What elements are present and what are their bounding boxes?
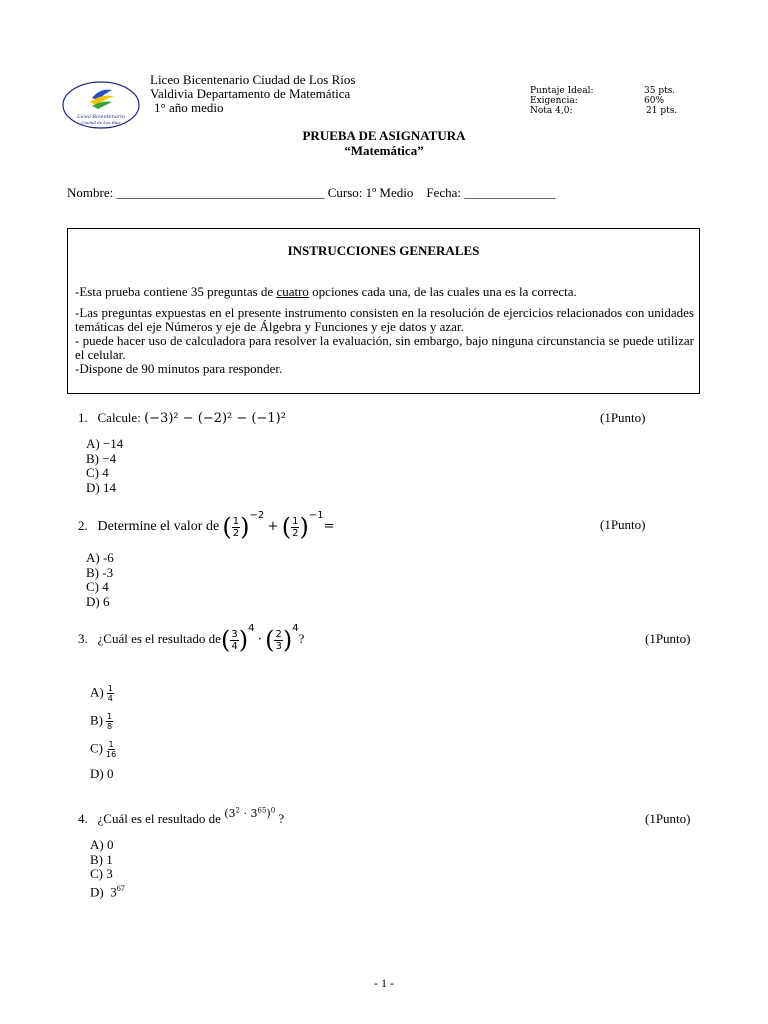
score-row-nota xyxy=(530,106,690,116)
logo-text-1: Liceo Bicentenario xyxy=(77,114,125,120)
dot-sign: · xyxy=(257,632,262,647)
instruction-2: -Las preguntas expuestas en el presente instrumento consisten en la resolución de ejercicios relacionados con unidades temáticas del eje Números y eje de Álgebra y Funciones y eje datos y azar. xyxy=(75,305,694,334)
question-number: 4. xyxy=(78,811,88,826)
fraction: $\frac{3}{4}$ xyxy=(231,628,238,652)
instruction-4: -Dispone de 90 minutos para responder. xyxy=(75,361,283,376)
option-b[interactable]: B) −4 xyxy=(86,450,117,466)
exponent: −1 xyxy=(308,510,324,521)
score-label: Puntaje Ideal: xyxy=(530,86,594,96)
school-logo xyxy=(62,80,140,130)
exponent: −2 xyxy=(249,510,265,521)
score-label: Exigencia: xyxy=(530,96,578,106)
question-4-points: (1Punto) xyxy=(645,811,691,826)
date-field[interactable]: ______________ xyxy=(464,185,556,200)
school-info xyxy=(150,73,355,115)
instructions-heading: INSTRUCCIONES GENERALES xyxy=(287,243,480,258)
question-3-points: (1Punto) xyxy=(645,631,691,646)
question-2: 2. Determine el valor de ( $\frac{1}{2}$ )$^{-2}$ + ( $\frac{1}{2}$ )$^{-1}$= xyxy=(78,510,335,542)
question-mark: ? xyxy=(298,631,305,646)
name-field[interactable]: ________________________________ xyxy=(116,185,325,200)
instruction-1 xyxy=(75,285,694,299)
option-a[interactable]: A) $\frac{1}{4}$ xyxy=(90,684,113,703)
logo-text-2: Ciudad de Los Ríos xyxy=(81,120,121,125)
score-row-exigencia xyxy=(530,96,690,106)
question-4-options xyxy=(90,838,125,900)
option-a[interactable]: A) −14 xyxy=(86,436,124,451)
question-number: 1. xyxy=(78,410,88,425)
question-text: ¿Cuál es el resultado de xyxy=(97,811,221,826)
question-2-points: (1Punto) xyxy=(600,517,646,532)
question-4 xyxy=(78,806,285,827)
instruction-1-text-end: opciones cada una, de las cuales una es la correcta. xyxy=(308,284,577,299)
question-1-points: (1Punto) xyxy=(600,410,646,425)
question-1-options xyxy=(86,437,123,496)
option-b[interactable]: B) $\frac{1}{8}$ xyxy=(90,712,113,731)
question-text: Determine el valor de xyxy=(97,519,220,534)
instruction-1-underlined: cuatro xyxy=(276,284,309,299)
option-a[interactable]: A) -6 xyxy=(86,550,114,565)
option-a[interactable]: A) 0 xyxy=(90,837,114,852)
fraction: $\frac{2}{3}$ xyxy=(275,628,282,652)
question-text: Calcule: xyxy=(97,410,141,425)
exponent: 4 xyxy=(292,623,299,634)
option-c[interactable]: C) $\frac{1}{16}$ xyxy=(90,740,117,759)
option-c[interactable]: C) 4 xyxy=(86,465,109,481)
question-number: 3. xyxy=(78,631,88,646)
name-label: Nombre: xyxy=(67,185,114,200)
question-number: 2. xyxy=(78,518,88,533)
option-d[interactable]: D) 14 xyxy=(86,480,116,496)
exponent: 4 xyxy=(248,623,255,634)
test-title: PRUEBA DE ASIGNATURA xyxy=(302,128,466,143)
fraction: $\frac{1}{2}$ xyxy=(232,515,240,539)
grade-level: 1° año medio xyxy=(154,100,224,115)
score-value: 21 pts. xyxy=(646,106,678,116)
student-info-line xyxy=(67,185,555,201)
question-1 xyxy=(78,410,286,426)
score-table xyxy=(530,86,690,116)
score-row-ideal xyxy=(530,86,690,96)
option-c[interactable]: C) 4 xyxy=(86,579,109,595)
option-c[interactable]: C) 3 xyxy=(90,866,113,882)
question-mark: ? xyxy=(278,811,285,826)
score-label: Nota 4,0: xyxy=(530,106,573,116)
option-d[interactable]: D) $3^{67}$ xyxy=(90,884,125,900)
question-text: ¿Cuál es el resultado de xyxy=(97,631,221,646)
score-value: 35 pts. xyxy=(644,86,676,96)
option-b[interactable]: B) 1 xyxy=(90,851,113,867)
page-number: - 1 - xyxy=(374,976,394,990)
plus-sign: + xyxy=(267,519,279,534)
instruction-3: - puede hacer uso de calculadora para resolver la evaluación, sin embargo, bajo ninguna circunstancia se puede utilizar el celular. xyxy=(75,333,694,362)
option-d[interactable]: D) 0 xyxy=(90,766,114,781)
equals-sign: = xyxy=(323,519,335,534)
instruction-1-text: -Esta prueba contiene 35 preguntas de xyxy=(75,284,277,299)
fraction: $\frac{1}{2}$ xyxy=(292,515,299,539)
math-expression: (32 · 365)0 xyxy=(224,806,276,820)
test-subject: “Matemática” xyxy=(344,143,424,158)
option-b[interactable]: B) -3 xyxy=(86,564,114,580)
math-expression: (−3)² − (−2)² − (−1)² xyxy=(144,411,286,426)
score-value: 60% xyxy=(644,96,665,106)
department: Valdivia Departamento de Matemática xyxy=(150,86,351,101)
instructions-box xyxy=(67,228,700,394)
question-2-options xyxy=(86,551,114,610)
date-label: Fecha: xyxy=(426,185,462,200)
course-label: Curso: 1º Medio xyxy=(327,185,414,200)
question-3: 3. ¿Cuál es el resultado de( $\frac{3}{4}$ )$^4$ · ( $\frac{2}{3}$ )$^4$? xyxy=(78,623,305,655)
school-name: Liceo Bicentenario Ciudad de Los Ríos xyxy=(150,72,356,87)
option-d[interactable]: D) 6 xyxy=(86,594,110,610)
